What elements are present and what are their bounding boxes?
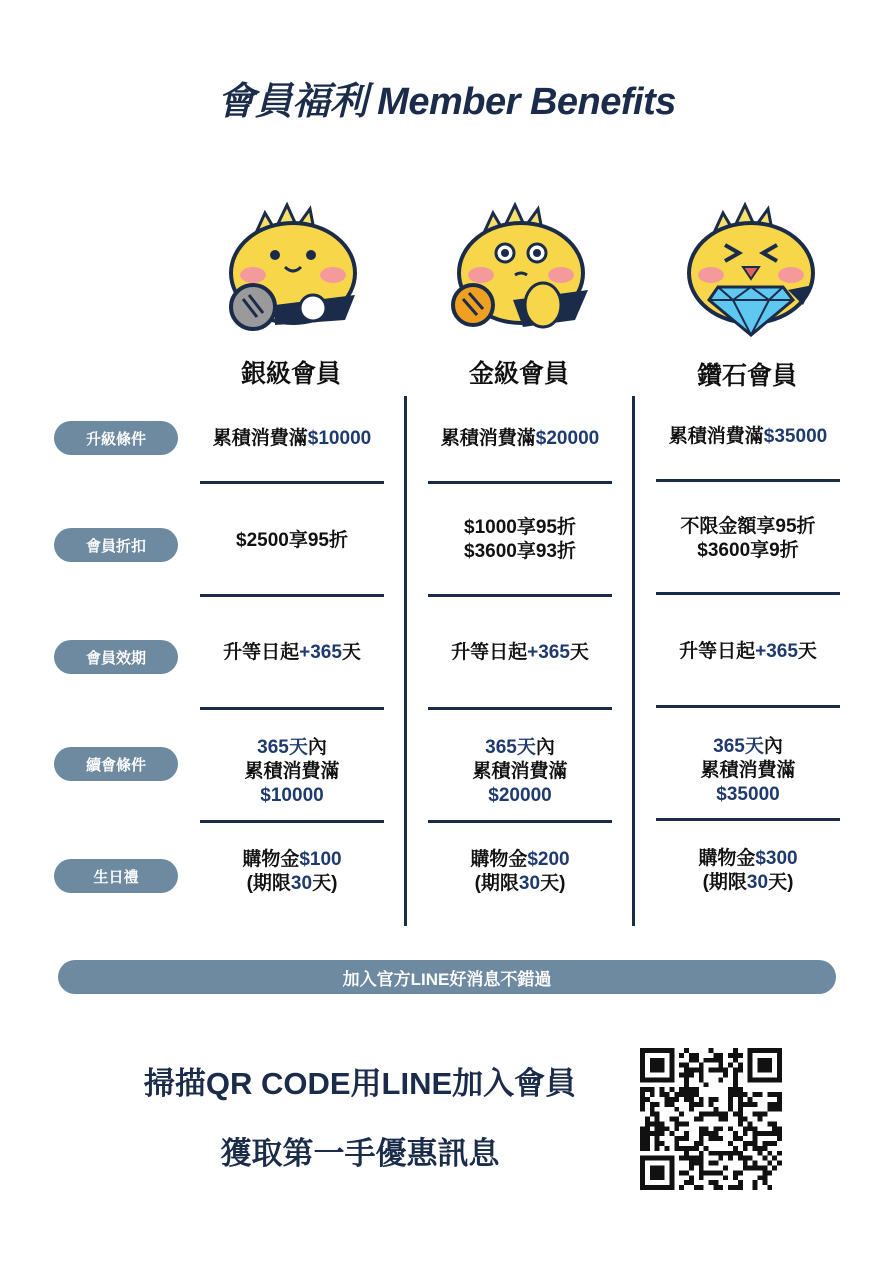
- birthday-cell-diamond: [638, 847, 858, 895]
- cell-text: (期限: [246, 873, 291, 894]
- row-label-renewal: 續會條件: [54, 747, 178, 781]
- cell-text: 內: [307, 737, 327, 758]
- cell-amount: $10000: [260, 785, 324, 806]
- tier-name-diamond: 鑽石會員: [696, 362, 797, 390]
- cell-amount: $20000: [535, 428, 600, 449]
- renewal-cell-silver: [182, 736, 402, 808]
- cell-text: 累積消費滿: [668, 426, 764, 447]
- column-divider: [404, 396, 407, 926]
- silver-mascot-icon: [215, 195, 365, 345]
- row-divider: [428, 481, 612, 484]
- cell-line: [638, 871, 858, 895]
- row-divider: [656, 818, 840, 821]
- cell-line: 累積消費滿: [244, 761, 340, 782]
- renewal-cell-gold: [410, 736, 630, 808]
- cell-amount: $200: [527, 849, 570, 870]
- cell-line: [410, 736, 630, 760]
- tier-name-silver: 銀級會員: [240, 360, 341, 388]
- page-title: 會員福利 Member Benefits: [217, 81, 676, 123]
- cell-text: 累積消費滿: [440, 428, 536, 449]
- cell-text: (期限: [702, 872, 747, 893]
- cell-line: $3600享93折: [464, 541, 576, 562]
- row-divider: [200, 707, 384, 710]
- line-banner[interactable]: 加入官方LINE好消息不錯過: [58, 960, 836, 994]
- cell-amount: $35000: [716, 784, 780, 805]
- cell-text: 天): [768, 872, 794, 893]
- discount-cell-gold: [410, 516, 630, 564]
- cell-text: 天: [569, 642, 589, 663]
- birthday-cell-gold: [410, 848, 630, 896]
- validity-cell-silver: [182, 641, 402, 665]
- cell-amount: 365天: [713, 736, 764, 757]
- cell-amount: 365天: [485, 737, 536, 758]
- cell-line: [182, 736, 402, 760]
- cell-line: 累積消費滿: [700, 760, 796, 781]
- cell-line: $3600享9折: [697, 540, 799, 561]
- row-divider: [200, 481, 384, 484]
- row-divider: [200, 820, 384, 823]
- upgrade-cell-diamond: [638, 425, 858, 449]
- cell-text: 購物金: [698, 848, 756, 869]
- cell-line: $2500享95折: [236, 530, 348, 551]
- cell-line: [410, 872, 630, 896]
- row-divider: [656, 592, 840, 595]
- cell-text: 天): [312, 873, 338, 894]
- column-divider: [632, 396, 635, 926]
- discount-cell-silver: [182, 529, 402, 553]
- row-divider: [200, 594, 384, 597]
- cell-text: 天): [540, 873, 566, 894]
- upgrade-cell-silver: [182, 427, 402, 451]
- cell-line: $1000享95折: [464, 517, 576, 538]
- cell-amount: +365: [527, 642, 570, 663]
- cell-text: 累積消費滿: [212, 428, 308, 449]
- gold-mascot-icon: [443, 195, 593, 345]
- birthday-cell-silver: [182, 848, 402, 896]
- renewal-cell-diamond: [638, 735, 858, 807]
- row-divider: [656, 479, 840, 482]
- cell-line: [182, 848, 402, 872]
- cell-line: 累積消費滿: [472, 761, 568, 782]
- cell-text: 升等日起: [679, 641, 756, 662]
- cell-amount: 30: [290, 873, 313, 894]
- cell-amount: $20000: [488, 785, 552, 806]
- row-divider: [428, 820, 612, 823]
- cell-text: 購物金: [242, 849, 300, 870]
- validity-cell-diamond: [638, 640, 858, 664]
- cell-text: 內: [535, 737, 555, 758]
- cell-amount: 30: [746, 872, 769, 893]
- cell-line: [182, 872, 402, 896]
- cell-amount: 30: [518, 873, 541, 894]
- row-divider: [656, 705, 840, 708]
- cell-text: 天: [341, 642, 361, 663]
- discount-cell-diamond: [638, 515, 858, 563]
- row-label-birthday: 生日禮: [54, 859, 178, 893]
- row-label-validity: 會員效期: [54, 640, 178, 674]
- cell-amount: $10000: [307, 428, 372, 449]
- diamond-mascot-icon: [673, 195, 823, 345]
- cell-text: 內: [763, 736, 783, 757]
- cell-amount: $300: [755, 848, 798, 869]
- cell-amount: +365: [299, 642, 342, 663]
- cell-text: 購物金: [470, 849, 528, 870]
- validity-cell-gold: [410, 641, 630, 665]
- cell-amount: +365: [755, 641, 798, 662]
- qr-code-icon[interactable]: [640, 1048, 782, 1190]
- cell-amount: 365天: [257, 737, 308, 758]
- cell-text: 升等日起: [451, 642, 528, 663]
- cell-line: [638, 847, 858, 871]
- cell-line: [410, 848, 630, 872]
- cell-line: [638, 735, 858, 759]
- tier-name-gold: 金級會員: [468, 360, 569, 388]
- cell-text: (期限: [474, 873, 519, 894]
- row-divider: [428, 594, 612, 597]
- row-label-discount: 會員折扣: [54, 528, 178, 562]
- row-label-upgrade: 升級條件: [54, 421, 178, 455]
- cell-line: 不限金額享95折: [680, 516, 816, 537]
- row-divider: [428, 707, 612, 710]
- cell-amount: $35000: [763, 426, 828, 447]
- cell-amount: $100: [299, 849, 342, 870]
- upgrade-cell-gold: [410, 427, 630, 451]
- cta-line-1: 掃描QR CODE用LINE加入會員: [143, 1066, 577, 1101]
- cell-text: 升等日起: [223, 642, 300, 663]
- cta-line-2: 獲取第一手優惠訊息: [220, 1136, 500, 1171]
- cell-text: 天: [797, 641, 817, 662]
